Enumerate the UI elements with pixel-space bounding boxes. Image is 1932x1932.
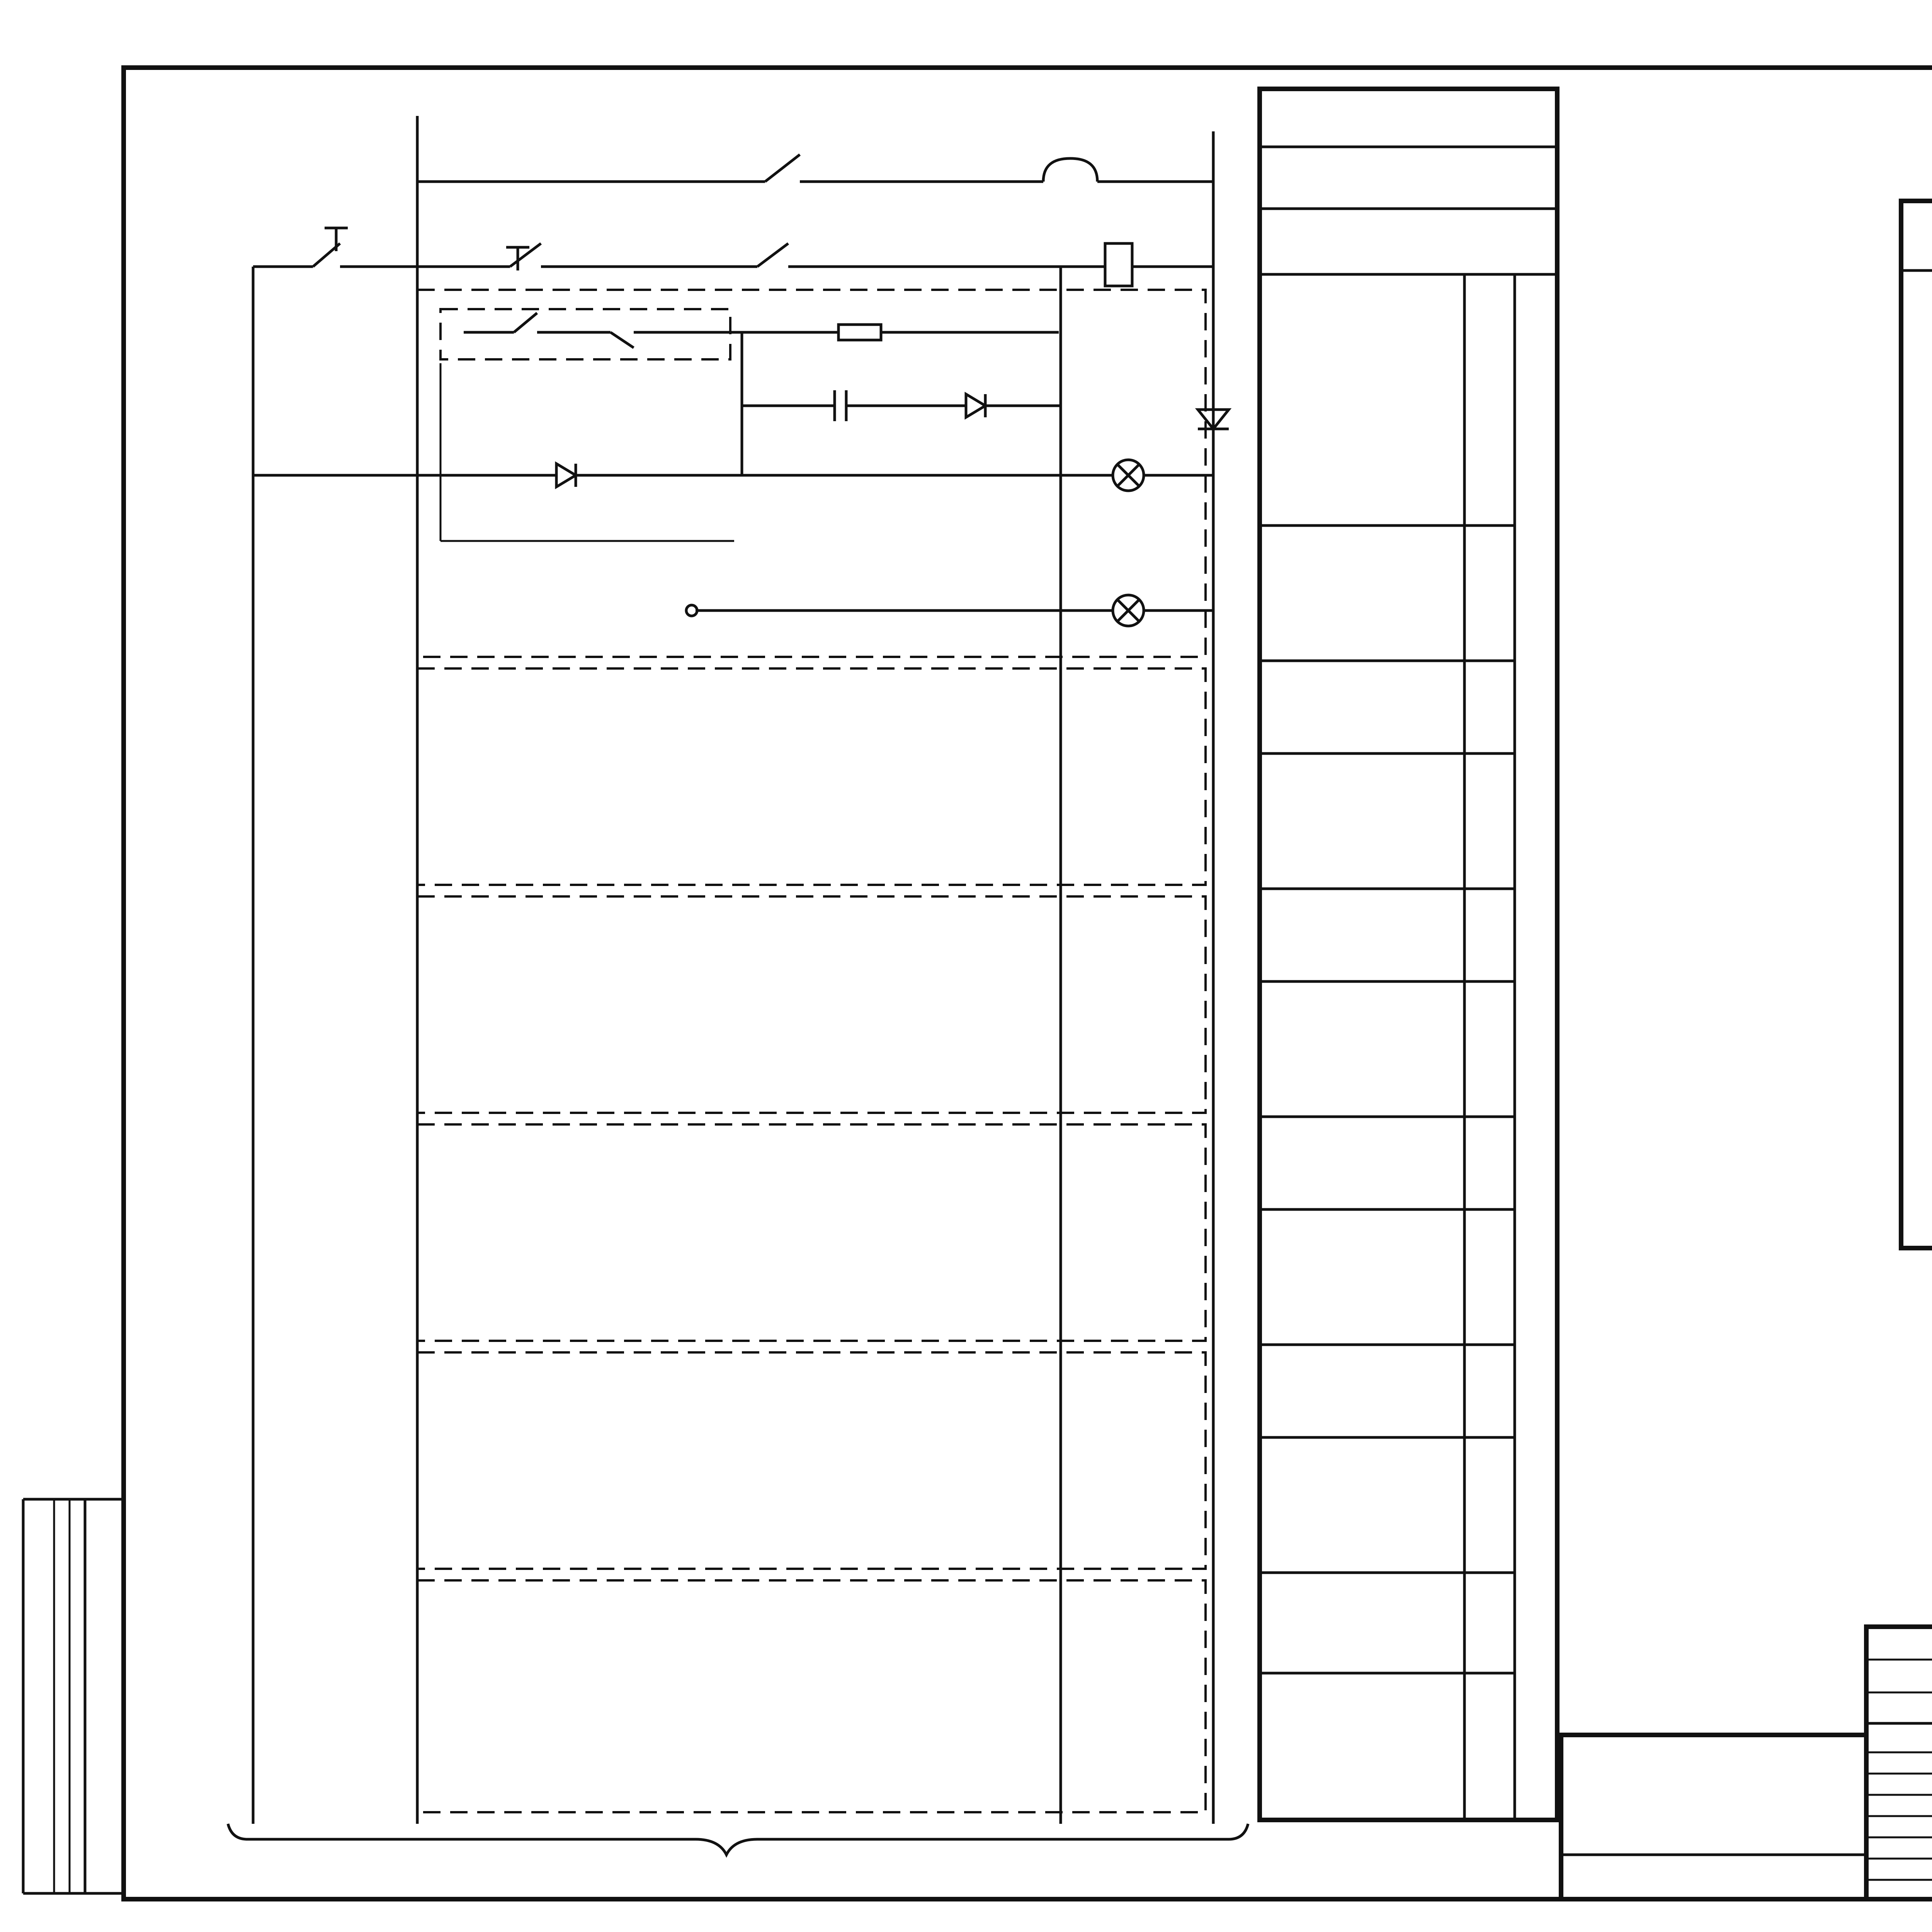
bottom-brace: [228, 1824, 1248, 1855]
resistor-r1: [838, 325, 881, 340]
kv-contact-2: [757, 243, 788, 267]
unit-2-block: [417, 668, 1206, 885]
title-block: [1561, 1627, 1932, 1899]
diode-vd2: [556, 464, 576, 487]
unit-6-block: [417, 1580, 1206, 1812]
specification-table: [1901, 201, 1932, 1248]
ha-bell: [1043, 158, 1097, 182]
unit-1-block: [417, 290, 1206, 657]
kv-contact-1: [765, 155, 800, 182]
control-contacts-box: [440, 309, 730, 359]
schematic: [228, 116, 1248, 1855]
unit-5-block: [417, 1352, 1206, 1569]
unit-3-block: [417, 896, 1206, 1113]
legend-table: [1260, 89, 1557, 1820]
sheet-frame: [124, 68, 1932, 1899]
unit-4-block: [417, 1124, 1206, 1341]
kv-coil: [1105, 243, 1132, 286]
diode-vd1: [966, 394, 985, 417]
